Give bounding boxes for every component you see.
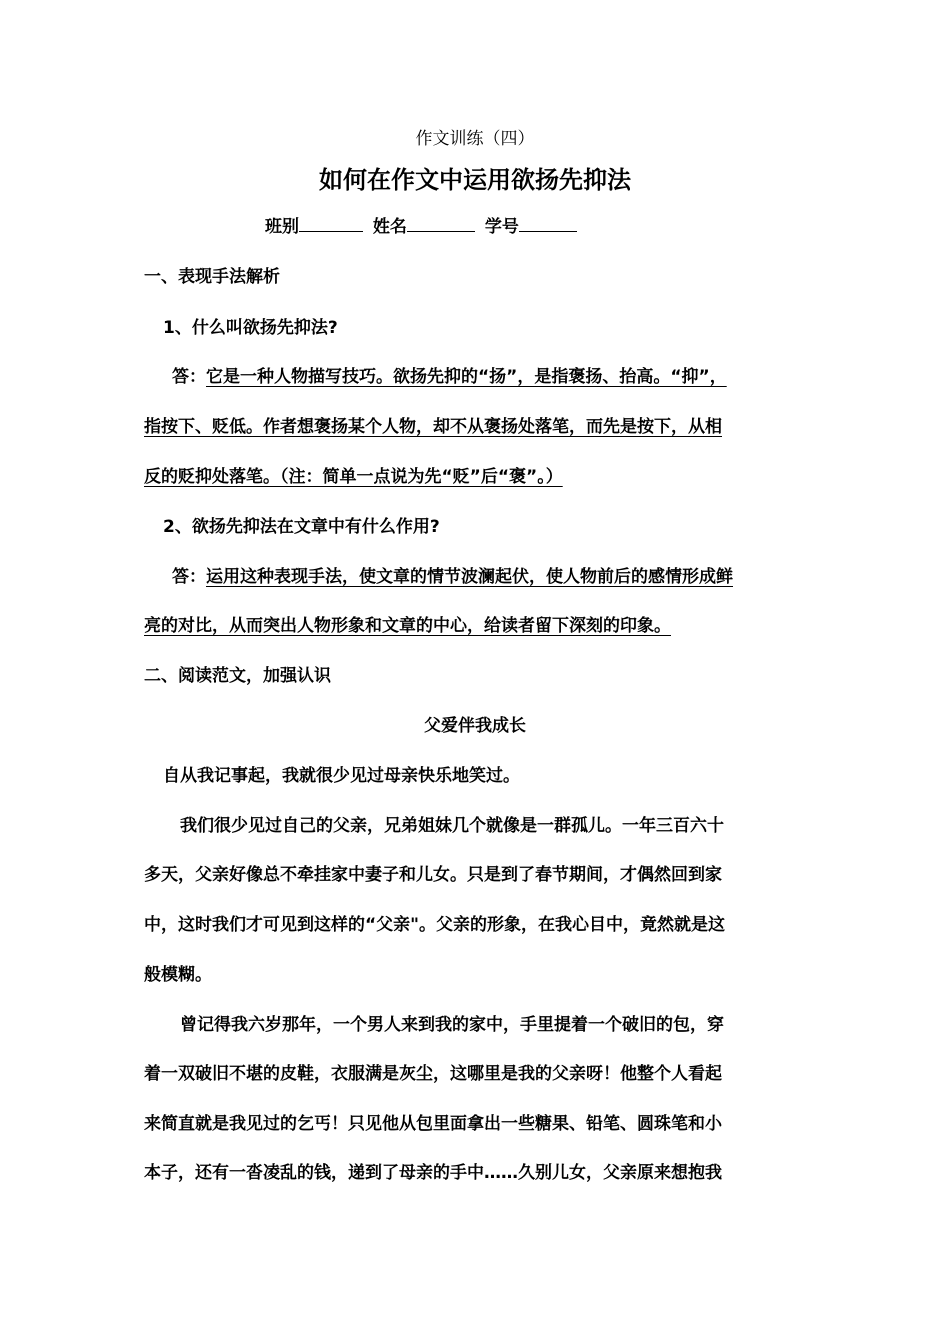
student-number-label: 学号 — [484, 217, 519, 237]
essay-title: 父爱伴我成长 — [424, 716, 526, 736]
answer-2-line-1 — [172, 562, 733, 587]
answer-1-line-2: 指按下、贬低。作者想褒扬某个人物，却不从褒扬处落笔，而先是按下，从相 — [144, 417, 722, 437]
question-2: 2、欲扬先抑法在文章中有什么作用? — [163, 517, 440, 537]
section2-heading: 二、阅读范文，加强认识 — [144, 666, 331, 686]
essay-line: 般模糊。 — [144, 965, 212, 985]
answer-1-text: 它是一种人物描写技巧。欲扬先抑的“扬”，是指褒扬、抬高。“抑”， — [206, 367, 727, 387]
essay-line: 曾记得我六岁那年，一个男人来到我的家中，手里提着一个破旧的包，穿 — [180, 1015, 724, 1035]
name-label: 姓名 — [372, 217, 407, 237]
class-label: 班别 — [265, 217, 299, 237]
essay-line: 中，这时我们才可见到这样的“父亲"。父亲的形象，在我心目中，竟然就是这 — [144, 915, 726, 935]
essay-line: 着一双破旧不堪的皮鞋，衣服满是灰尘，这哪里是我的父亲呀！他整个人看起 — [144, 1064, 722, 1084]
answer-2-line-2: 亮的对比，从而突出人物形象和文章的中心，给读者留下深刻的印象。 — [144, 616, 671, 636]
answer-2-text: 运用这种表现手法，使文章的情节波澜起伏，使人物前后的感情形成鲜 — [206, 567, 733, 587]
answer-1-prefix: 答： — [172, 367, 206, 387]
essay-line: 多天，父亲好像总不牵挂家中妻子和儿女。只是到了春节期间，才偶然回到家 — [144, 865, 722, 885]
essay-line: 本子，还有一沓凌乱的钱，递到了母亲的手中……久别儿女，父亲原来想抱我 — [144, 1163, 722, 1183]
student-info-row — [265, 212, 577, 237]
student-number-field[interactable] — [519, 214, 577, 232]
section1-heading: 一、表现手法解析 — [144, 267, 280, 287]
essay-line: 来简直就是我见过的乞丐！只见他从包里面拿出一些糖果、铅笔、圆珠笔和小 — [144, 1114, 722, 1134]
answer-1-line-1 — [172, 362, 727, 387]
series-title: 作文训练（四） — [415, 129, 535, 149]
answer-2-prefix: 答： — [172, 567, 206, 587]
question-1: 1、什么叫欲扬先抑法? — [163, 318, 338, 338]
essay-line: 自从我记事起，我就很少见过母亲快乐地笑过。 — [163, 766, 520, 786]
main-title: 如何在作文中运用欲扬先抑法 — [319, 166, 631, 194]
essay-line: 我们很少见过自己的父亲，兄弟姐妹几个就像是一群孤儿。一年三百六十 — [180, 816, 724, 836]
answer-1-line-3: 反的贬抑处落笔。（注：简单一点说为先“贬”后“褒”。） — [144, 467, 563, 487]
class-field[interactable] — [299, 214, 363, 232]
name-field[interactable] — [407, 214, 475, 232]
